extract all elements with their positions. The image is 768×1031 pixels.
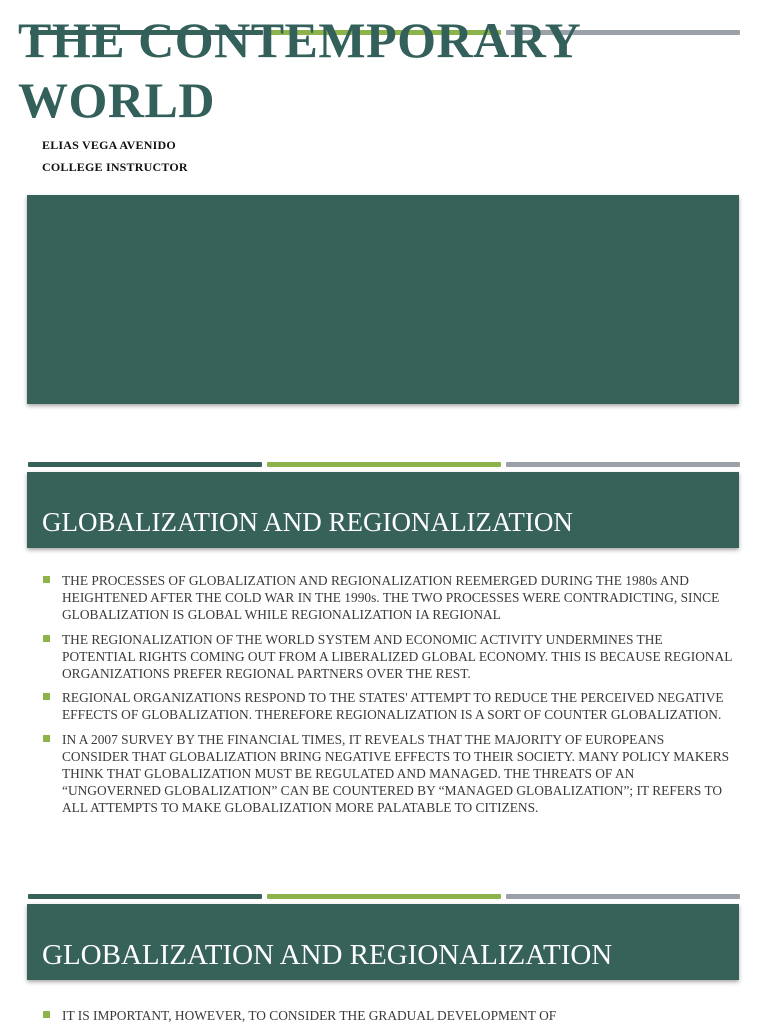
bullet-text: IT IS IMPORTANT, HOWEVER, TO CONSIDER THE GRADUAL DEVELOPMENT OF	[62, 1008, 557, 1023]
bullet-item	[42, 572, 732, 624]
slide3-heading: GLOBALIZATION AND REGIONALIZATION	[42, 939, 613, 971]
bullet-square-icon	[43, 735, 50, 742]
bullet-text: IN A 2007 SURVEY BY THE FINANCIAL TIMES, IT REVEALS THAT THE MAJORITY OF EUROPEANS CONSIDER THAT GLOBALIZATION BRING NEGATIVE EFFECTS TO THEIR SOCIETY. MANY POLICY MAKERS THINK THAT GLOBALIZATION MUST BE REGULATED AND MANAGED. THE THREATS OF AN “UNGOVERNED GLOBALIZATION” CAN BE COUNTERED BY “MANAGED GLOBALIZATION”; IT REFERS TO ALL ATTEMPTS TO MAKE GLOBALIZATION MORE PALATABLE TO CITIZENS.	[62, 731, 730, 816]
accent-segment-gray	[506, 462, 740, 467]
presentation-title: THE CONTEMPORARY WORLD	[18, 12, 580, 128]
slide3-bullet-list	[42, 1007, 732, 1031]
bullet-text: REGIONAL ORGANIZATIONS RESPOND TO THE STATES' ATTEMPT TO REDUCE THE PERCEIVED NEGATIVE EFFECTS OF GLOBALIZATION. THEREFORE REGIONALIZATION IS A SORT OF COUNTER GLOBALIZATION.	[62, 690, 724, 723]
accent-segment-gray	[506, 894, 740, 899]
bullet-item	[42, 731, 732, 817]
bullet-square-icon	[43, 1011, 50, 1018]
slide2-heading: GLOBALIZATION AND REGIONALIZATION	[42, 507, 573, 537]
author-role: COLLEGE INSTRUCTOR	[42, 160, 188, 174]
slide2-bullet-list	[42, 572, 732, 824]
bullet-item	[42, 631, 732, 683]
accent-segment-green	[267, 462, 501, 467]
accent-segment-green	[267, 894, 501, 899]
bullet-text: THE PROCESSES OF GLOBALIZATION AND REGIONALIZATION REEMERGED DURING THE 1980s AND HEIGHTENED AFTER THE COLD WAR IN THE 1990s. THE TWO PROCESSES WERE CONTRADICTING, SINCE GLOBALIZATION IS GLOBAL WHILE REGIONALIZATION IA REGIONAL	[62, 573, 720, 623]
accent-segment-dark	[28, 894, 262, 899]
bullet-text: THE REGIONALIZATION OF THE WORLD SYSTEM AND ECONOMIC ACTIVITY UNDERMINES THE POTENTIAL RIGHTS COMING OUT FROM A LIBERALIZED GLOBAL ECONOMY. THIS IS BECAUSE REGIONAL ORGANIZATIONS PREFER REGIONAL PARTNERS OVER THE REST.	[62, 631, 732, 682]
accent-segment-dark	[28, 462, 262, 467]
bullet-square-icon	[43, 635, 50, 642]
bullet-square-icon	[43, 693, 50, 700]
title-color-block	[27, 195, 739, 404]
bullet-item	[42, 1007, 732, 1024]
bullet-square-icon	[43, 576, 50, 583]
bullet-item	[42, 689, 732, 723]
author-name: ELIAS VEGA AVENIDO	[42, 138, 176, 152]
